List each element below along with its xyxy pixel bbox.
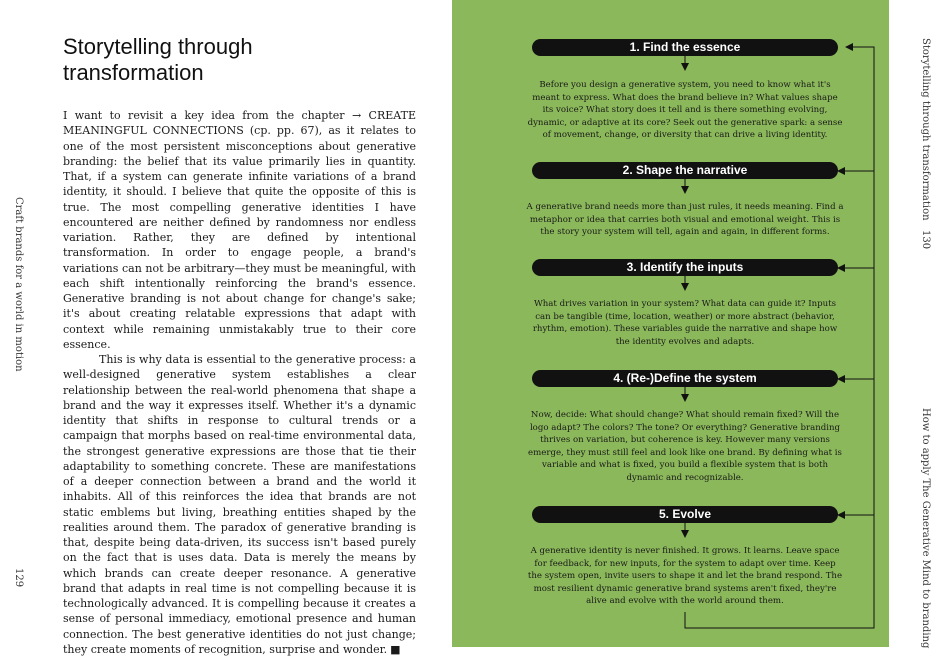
step-3-label: 3. Identify the inputs (532, 259, 838, 276)
step-1-label: 1. Find the essence (532, 39, 838, 56)
step-3-text: What drives variation in your system? What data can guide it? Inputs can be tangible (time, location, weather) or more abstract (behavior, rhythm, emotion). These variables guide the narrative and shape how the identity evolves and adapts. (532, 299, 838, 347)
running-head-right-top: Storytelling through transformation (920, 38, 931, 221)
running-head-left: Craft brands for a world in motion (13, 197, 24, 372)
step-2-label: 2. Shape the narrative (532, 162, 838, 179)
right-page (452, 0, 952, 647)
paragraph-text: This is why data is essential to the generative process: a well-designed generative system establishes a clear relationship between the real-world phenomena that shape a brand and the way it expresses itself. Whether it's a dynamic identity that shifts in response to cultural trends or a campaign that morphs based on real-time environmental data, the strongest generative expressions are those that tie their adaptability to something concrete. These are manifestations of a deeper connection between a brand and the world it inhabits. All of this reinforces the idea that brands are not static emblems but living, breathing entities shaped by the realities around them. The paradox of generative branding is that, despite being data-driven, its success isn't based purely on the fact that is uses data. Data is merely the means by which brands can create deeper resonance. A generative brand that adapts in real time is not compelling because it is technologically advanced. It is compelling because it creates a sense of personal immediacy, emotional presence and human connection. The best generative identities do not just change; they create moments of recognition, surprise and wonder. (63, 353, 416, 656)
running-head-right-bottom: How to apply The Generative Mind to branding (920, 408, 931, 649)
step-5-label: 5. Evolve (532, 506, 838, 523)
paragraph-text: I want to revisit a key idea from the chapter (63, 109, 352, 122)
step-2-text: A generative brand needs more than just rules, it needs meaning. Find a metaphor or idea that carries both visual and emotional weight. This is the story your system will tell, again and again, in different forms. (526, 202, 844, 238)
left-page (0, 0, 452, 656)
paragraph-text: CREATE MEANINGFUL CONNECTIONS (cp. pp. 67), as it relates to one of the most persistent misconceptions about generative branding: the belief that its value primarily lies in quantity. That, if a system can generate infinite variations of a brand identity, it should. I believe that quite the opposite of this is true. The most compelling generative identities I have encountered are neither defined by randomness nor endless variation. Rather, they are defined by intentional transformation. In order to engage people, a brand's variations can not be arbitrary—they must be meaningful, with each shift intentionally reinforcing the brand's essence. Generative branding is not about change for change's sake; it's about creating relatable expressions that adapt with context while remaining unmistakably true to their core essence. (63, 109, 416, 351)
page-number-left: 129 (13, 568, 24, 588)
page-number-right: 130 (920, 230, 931, 250)
step-4-text: Now, decide: What should change? What should remain fixed? Will the logo adapt? The colors? The tone? Or everything? Generative branding thrives on variation, but coherence is key. However many versions emerge, they must still feel and look like one brand. By defining what is variable and what is fixed, you build a flexible system that is both dynamic and recognizable. (528, 410, 842, 483)
page-title: Storytelling through transformation (63, 34, 253, 85)
green-panel (452, 0, 889, 647)
arrow-icon: → (351, 109, 362, 122)
step-5-text: A generative identity is never finished. It grows. It learns. Leave space for feedback, for new inputs, for the system to adapt over time. Keep the system open, invite users to shape it and let the brand respond. The most resilient dynamic generative brand systems aren't fixed, they're alive and evolve with the world around them. (527, 546, 843, 607)
paragraph (63, 108, 416, 352)
body-text (63, 108, 416, 657)
paragraph (63, 352, 416, 657)
step-4-label: 4. (Re-)Define the system (532, 370, 838, 387)
end-mark-icon: ■ (390, 642, 401, 656)
step-1-text: Before you design a generative system, you need to know what it's meant to express. What does the brand believe in? What values shape its voice? What story does it tell and is there something evolving, dynamic, or adaptive at its core? Seek out the generative spark: a sense of movement, change, or diversity that can drive a living identity. (527, 80, 843, 141)
